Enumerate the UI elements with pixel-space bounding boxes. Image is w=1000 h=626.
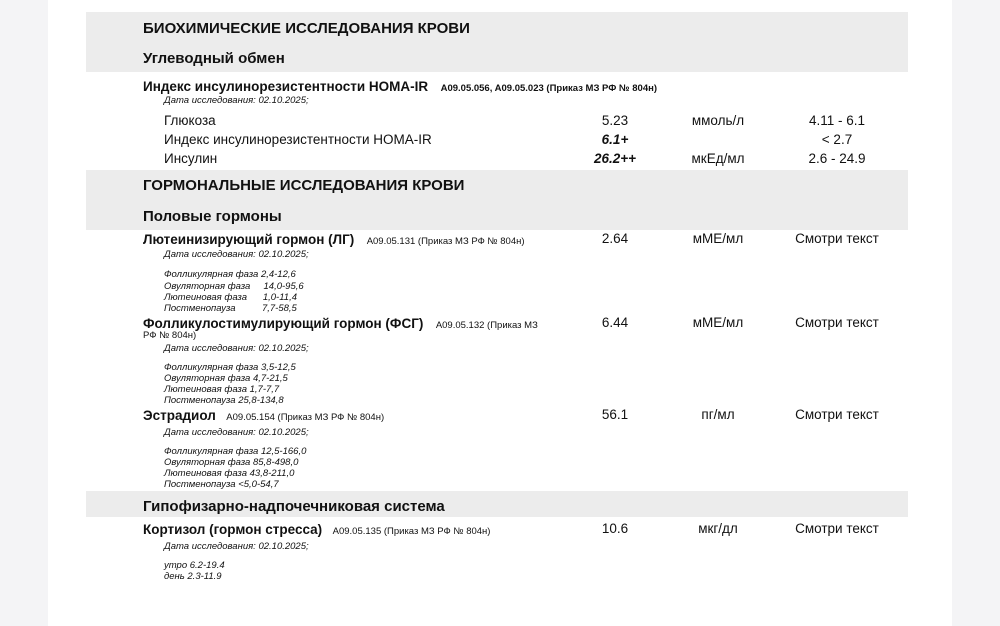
fsh-ref-line: Овуляторная фаза 4,7-21,5 (164, 373, 288, 384)
subsection-pituitary: Гипофизарно-надпочечниковая система (143, 498, 445, 515)
estradiol-norm: Смотри текст (795, 407, 879, 422)
lh-ref-line: Фолликулярная фаза 2,4-12,6 (164, 269, 296, 280)
fsh-ref-line: Постменопауза 25,8-134,8 (164, 395, 284, 406)
estradiol-ref-line: Лютеиновая фаза 43,8-211,0 (164, 468, 295, 479)
test-lh-header (143, 231, 525, 249)
lh-ref-line: Постменопауза 7,7-58,5 (164, 303, 297, 314)
cortisol-value: 10.6 (601, 521, 629, 536)
test-date: Дата исследования: 02.10.2025; (164, 95, 309, 106)
row-glucose-norm: 4.11 - 6.1 (808, 113, 866, 128)
estradiol-ref-line: Фолликулярная фаза 12,5-166,0 (164, 446, 307, 457)
fsh-ref-line: Фолликулярная фаза 3,5-12,5 (164, 362, 296, 373)
cortisol-date: Дата исследования: 02.10.2025; (164, 541, 309, 552)
row-glucose-unit: ммоль/л (691, 113, 745, 128)
fsh-code-cont: РФ № 804н) (143, 330, 197, 341)
cortisol-norm: Смотри текст (795, 521, 879, 536)
lh-ref-line: Овуляторная фаза 14,0-95,6 (164, 281, 304, 292)
subsection-sex-hormones: Половые гормоны (143, 208, 282, 225)
fsh-date: Дата исследования: 02.10.2025; (164, 343, 309, 354)
fsh-ref-line: Лютеиновая фаза 1,7-7,7 (164, 384, 280, 395)
test-name: Лютеинизирующий гормон (ЛГ) (143, 232, 355, 247)
estradiol-unit: пг/мл (701, 407, 735, 422)
row-insulin-unit: мкЕд/мл (691, 151, 745, 166)
fsh-norm: Смотри текст (795, 315, 879, 330)
test-code: A09.05.056, A09.05.023 (Приказ МЗ РФ № 804н) (440, 83, 658, 94)
cortisol-unit: мкг/дл (698, 521, 738, 536)
fsh-value: 6.44 (601, 315, 629, 330)
estradiol-ref-line: Овуляторная фаза 85,8-498,0 (164, 457, 299, 468)
test-name: Фолликулостимулирующий гормон (ФСГ) (143, 316, 424, 331)
estradiol-date: Дата исследования: 02.10.2025; (164, 427, 309, 438)
lh-ref-line: Лютеиновая фаза 1,0-11,4 (164, 292, 297, 303)
test-code: A09.05.131 (Приказ МЗ РФ № 804н) (366, 236, 525, 247)
section-title-hormones: ГОРМОНАЛЬНЫЕ ИССЛЕДОВАНИЯ КРОВИ (143, 177, 465, 194)
section-title-biochem: БИОХИМИЧЕСКИЕ ИССЛЕДОВАНИЯ КРОВИ (143, 20, 470, 37)
lh-date: Дата исследования: 02.10.2025; (164, 249, 309, 260)
row-homa-norm: < 2.7 (821, 132, 853, 147)
lh-value: 2.64 (601, 231, 629, 246)
test-code: A09.05.132 (Приказ МЗ (435, 320, 538, 331)
test-code: A09.05.135 (Приказ МЗ РФ № 804н) (332, 526, 491, 537)
lh-unit: мМЕ/мл (692, 231, 744, 246)
subsection-carbohydrate: Углеводный обмен (143, 50, 285, 67)
estradiol-ref-line: Постменопауза <5,0-54,7 (164, 479, 279, 490)
row-glucose-value: 5.23 (601, 113, 629, 128)
estradiol-value: 56.1 (601, 407, 629, 422)
row-insulin-value: 26.2++ (593, 151, 637, 166)
cortisol-ref-line: день 2.3-11.9 (164, 571, 222, 582)
test-cortisol-header (143, 521, 490, 539)
fsh-unit: мМЕ/мл (692, 315, 744, 330)
test-name: Индекс инсулинорезистентности HOMA-IR (143, 79, 429, 94)
test-name: Кортизол (гормон стресса) (143, 522, 323, 537)
test-code: A09.05.154 (Приказ МЗ РФ № 804н) (226, 412, 385, 423)
test-name: Эстрадиол (143, 408, 216, 423)
test-estradiol-header (143, 407, 384, 425)
row-insulin-name: Инсулин (164, 151, 218, 166)
row-insulin-norm: 2.6 - 24.9 (808, 151, 866, 166)
row-homa-value: 6.1+ (601, 132, 629, 147)
lh-norm: Смотри текст (795, 231, 879, 246)
row-glucose-name: Глюкоза (164, 113, 216, 128)
test-fsh-header (143, 315, 538, 333)
cortisol-ref-line: утро 6.2-19.4 (164, 560, 225, 571)
row-homa-name: Индекс инсулинорезистентности HOMA-IR (164, 132, 432, 147)
test-homa-header (143, 78, 657, 96)
